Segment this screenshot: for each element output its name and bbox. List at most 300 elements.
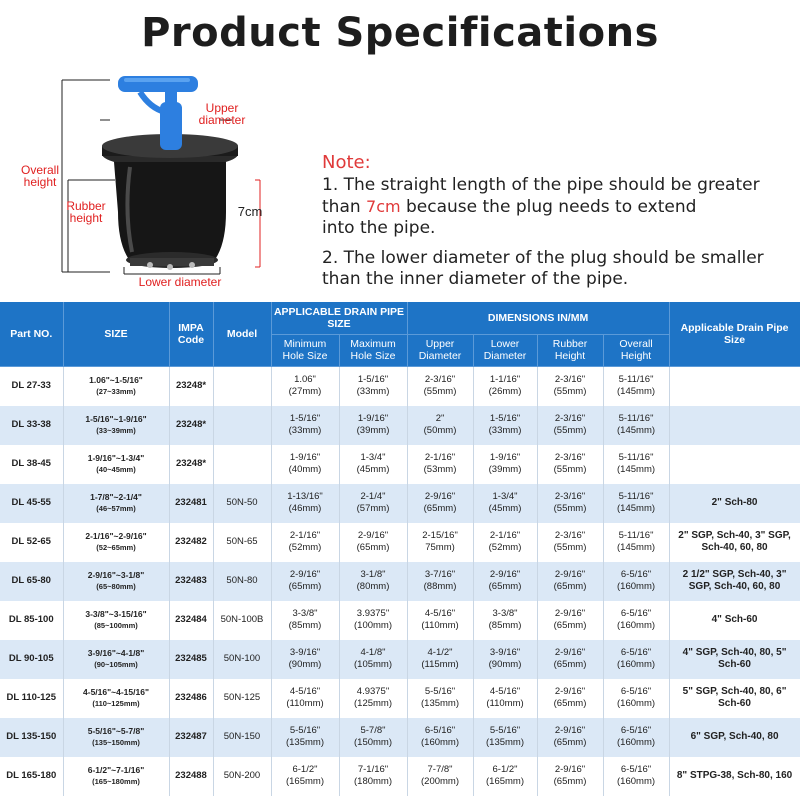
cell-size-size: 5-5/16"~5-7/8" xyxy=(87,726,145,736)
cell-size-size-mm: (27~33mm) xyxy=(96,387,136,396)
cell-rubber-height-rubber: 2-9/16" xyxy=(554,647,586,658)
cell-part-no xyxy=(0,484,63,523)
cell-upper-diameter-upper: 7-7/8" xyxy=(427,764,453,775)
cell-size-size: 1-9/16"~1-3/4" xyxy=(87,453,145,463)
cell-lower-diameter xyxy=(473,640,537,679)
cell-lower-diameter xyxy=(473,757,537,796)
cell-part-no xyxy=(0,601,63,640)
cell-rubber-height xyxy=(537,366,603,406)
cell-lower-diameter-lower: 3-3/8" xyxy=(492,608,518,619)
cell-model xyxy=(213,406,271,445)
page-title: Product Specifications xyxy=(141,10,659,56)
notes-section xyxy=(322,152,792,290)
cell-size-size-mm: (85~100mm) xyxy=(94,621,138,630)
cell-max-hole-max: 4-1/8" xyxy=(360,647,386,658)
table-row xyxy=(0,366,800,406)
table-row xyxy=(0,562,800,601)
cell-min-hole xyxy=(271,445,339,484)
note-heading: Note: xyxy=(322,152,371,173)
cell-part-no xyxy=(0,406,63,445)
cell-size xyxy=(63,562,169,601)
cell-impa xyxy=(169,484,213,523)
header-part-no: Part NO. xyxy=(0,302,63,366)
cell-max-hole xyxy=(339,406,407,445)
cell-model-model: 50N-80 xyxy=(226,575,258,586)
cell-rubber-height-rubber: 2-9/16" xyxy=(554,569,586,580)
cell-model xyxy=(213,718,271,757)
cell-upper-diameter xyxy=(407,601,473,640)
lower-diameter-label: Lower diameter xyxy=(138,275,222,289)
cell-size-size-mm: (33~39mm) xyxy=(96,426,136,435)
cell-lower-diameter-lower: 1-1/16" xyxy=(489,374,521,385)
cell-overall-height-overall-mm: (160mm) xyxy=(617,698,656,709)
cell-size xyxy=(63,718,169,757)
cell-applicable-drain xyxy=(669,640,800,679)
cell-part-no xyxy=(0,366,63,406)
cell-model-model: 50N-65 xyxy=(226,536,258,547)
cell-size-size: 6-1/2"~7-1/16" xyxy=(87,765,145,775)
cell-lower-diameter-lower-mm: (90mm) xyxy=(488,659,522,670)
upper-diameter-label: Upper diameter xyxy=(198,101,246,127)
cell-lower-diameter-lower: 6-1/2" xyxy=(492,764,518,775)
cell-overall-height xyxy=(603,484,669,523)
cell-rubber-height xyxy=(537,718,603,757)
note-2-line-2: than the inner diameter of the pipe. xyxy=(322,269,629,289)
cell-impa-impa: 232488 xyxy=(175,770,207,781)
cell-max-hole-max-mm: (45mm) xyxy=(356,464,390,475)
header-max-hole: Maximum Hole Size xyxy=(339,334,407,366)
cell-impa xyxy=(169,562,213,601)
note-1-text-cont: because the plug needs to extend xyxy=(400,197,697,217)
cell-lower-diameter xyxy=(473,406,537,445)
cell-max-hole-max: 1-9/16" xyxy=(357,413,389,424)
cell-lower-diameter-lower-mm: (135mm) xyxy=(486,737,525,748)
cell-max-hole xyxy=(339,718,407,757)
cell-max-hole-max: 1-5/16" xyxy=(357,374,389,385)
cell-impa-impa: 232481 xyxy=(175,497,207,508)
cell-model xyxy=(213,523,271,562)
cell-model xyxy=(213,679,271,718)
cell-part-no-part: DL 165-180 xyxy=(6,770,57,781)
cell-max-hole-max-mm: (100mm) xyxy=(354,620,393,631)
cell-model-model: 50N-50 xyxy=(226,497,258,508)
cell-rubber-height-rubber: 2-3/16" xyxy=(554,413,586,424)
cell-size-size: 1.06"~1-5/16" xyxy=(89,375,143,385)
cell-part-no-part: DL 33-38 xyxy=(11,419,51,430)
cell-max-hole-max-mm: (180mm) xyxy=(354,776,393,787)
cell-lower-diameter xyxy=(473,523,537,562)
cell-lower-diameter xyxy=(473,601,537,640)
cell-min-hole xyxy=(271,523,339,562)
cell-model-model: 50N-150 xyxy=(223,731,261,742)
cell-min-hole xyxy=(271,757,339,796)
cell-impa xyxy=(169,757,213,796)
cell-max-hole-max: 7-1/16" xyxy=(357,764,389,775)
header-rubber-height: Rubber Height xyxy=(537,334,603,366)
cell-lower-diameter-lower-mm: (110mm) xyxy=(486,698,524,709)
cell-rubber-height-rubber-mm: (65mm) xyxy=(553,737,587,748)
cell-upper-diameter xyxy=(407,757,473,796)
cell-size-size: 1-5/16"~1-9/16" xyxy=(85,414,147,424)
cell-max-hole xyxy=(339,601,407,640)
cell-min-hole-min-mm: (33mm) xyxy=(288,425,322,436)
cell-rubber-height-rubber-mm: (65mm) xyxy=(553,659,587,670)
cell-overall-height-overall: 5-11/16" xyxy=(618,491,654,502)
cell-impa-impa: 23248* xyxy=(175,380,207,391)
header-impa: IMPA Code xyxy=(169,302,213,366)
cell-upper-diameter xyxy=(407,445,473,484)
cell-max-hole-max-mm: (57mm) xyxy=(356,503,390,514)
cell-min-hole xyxy=(271,718,339,757)
cell-max-hole xyxy=(339,679,407,718)
cell-min-hole-min-mm: (27mm) xyxy=(288,386,322,397)
cell-size xyxy=(63,406,169,445)
cell-max-hole-max-mm: (80mm) xyxy=(356,581,390,592)
cell-lower-diameter-lower: 1-9/16" xyxy=(489,452,521,463)
cell-lower-diameter-lower: 1-3/4" xyxy=(492,491,518,502)
cell-overall-height-overall-mm: (160mm) xyxy=(617,659,656,670)
cell-size-size: 2-9/16"~3-1/8" xyxy=(87,570,145,580)
cell-lower-diameter-lower: 2-1/16" xyxy=(489,530,521,541)
cell-part-no xyxy=(0,679,63,718)
cell-part-no-part: DL 90-105 xyxy=(8,653,54,664)
cell-overall-height-overall-mm: (145mm) xyxy=(617,386,656,397)
cell-applicable-drain xyxy=(669,366,800,406)
cell-size-size-mm: (52~65mm) xyxy=(96,543,136,552)
cell-applicable-drain xyxy=(669,445,800,484)
cell-size xyxy=(63,601,169,640)
cell-min-hole xyxy=(271,679,339,718)
cell-min-hole-min: 1.06" xyxy=(294,374,316,385)
cell-size-size-mm: (65~80mm) xyxy=(96,582,136,591)
cell-overall-height xyxy=(603,445,669,484)
cell-max-hole xyxy=(339,640,407,679)
cell-min-hole-min-mm: (110mm) xyxy=(286,698,324,709)
cell-min-hole xyxy=(271,562,339,601)
rubber-height-label: Rubber height xyxy=(66,199,106,225)
product-diagram xyxy=(20,62,300,302)
spec-table-wrapper xyxy=(0,302,800,800)
cell-impa-impa: 232483 xyxy=(175,575,207,586)
cell-impa xyxy=(169,523,213,562)
cell-min-hole-min: 6-1/2" xyxy=(292,764,318,775)
cell-rubber-height xyxy=(537,757,603,796)
cell-size-size-mm: (165~180mm) xyxy=(92,777,140,786)
cell-applicable-drain xyxy=(669,523,800,562)
cell-rubber-height-rubber-mm: (55mm) xyxy=(553,386,587,397)
cell-min-hole-min: 2-1/16" xyxy=(289,530,321,541)
cell-model-model: 50N-125 xyxy=(223,692,261,703)
cell-min-hole-min: 3-3/8" xyxy=(292,608,318,619)
cell-lower-diameter xyxy=(473,484,537,523)
cell-applicable-drain-app: 5" SGP, Sch-40, 80, 6" Sch-60 xyxy=(682,686,787,709)
cell-rubber-height-rubber-mm: (55mm) xyxy=(553,425,587,436)
cell-upper-diameter-upper-mm: (50mm) xyxy=(423,425,457,436)
cell-impa xyxy=(169,445,213,484)
cell-part-no-part: DL 65-80 xyxy=(11,575,51,586)
cell-min-hole-min-mm: (40mm) xyxy=(288,464,322,475)
cell-min-hole xyxy=(271,640,339,679)
cell-rubber-height xyxy=(537,484,603,523)
header-size: SIZE xyxy=(63,302,169,366)
cell-lower-diameter-lower-mm: (45mm) xyxy=(488,503,522,514)
table-row xyxy=(0,523,800,562)
cell-impa-impa: 23248* xyxy=(175,458,207,469)
cell-overall-height xyxy=(603,640,669,679)
cell-model-model: 50N-100 xyxy=(223,653,261,664)
cell-applicable-drain-app: 4" SGP, Sch-40, 80, 5" Sch-60 xyxy=(682,647,787,670)
header-applicable-drain: Applicable Drain Pipe Size xyxy=(669,302,800,366)
cell-part-no xyxy=(0,757,63,796)
cell-rubber-height xyxy=(537,679,603,718)
cell-upper-diameter-upper-mm: (88mm) xyxy=(423,581,457,592)
table-row xyxy=(0,406,800,445)
cell-overall-height-overall-mm: (160mm) xyxy=(617,776,656,787)
cell-upper-diameter xyxy=(407,562,473,601)
cell-overall-height-overall-mm: (145mm) xyxy=(617,503,656,514)
cell-max-hole xyxy=(339,484,407,523)
cell-impa xyxy=(169,601,213,640)
cell-overall-height xyxy=(603,366,669,406)
cell-max-hole-max-mm: (150mm) xyxy=(354,737,393,748)
note-1-text: than xyxy=(322,197,367,217)
cell-model xyxy=(213,601,271,640)
cell-rubber-height xyxy=(537,601,603,640)
cell-rubber-height-rubber: 2-9/16" xyxy=(554,725,586,736)
cell-min-hole xyxy=(271,406,339,445)
header-model: Model xyxy=(213,302,271,366)
cell-min-hole-min: 1-9/16" xyxy=(289,452,321,463)
cell-overall-height-overall-mm: (145mm) xyxy=(617,464,656,475)
cell-model xyxy=(213,445,271,484)
cell-upper-diameter-upper: 4-1/2" xyxy=(427,647,453,658)
cell-size xyxy=(63,679,169,718)
cell-upper-diameter-upper: 2" xyxy=(435,413,445,424)
cell-upper-diameter-upper: 5-5/16" xyxy=(424,686,456,697)
cell-part-no xyxy=(0,523,63,562)
cell-upper-diameter-upper: 4-5/16" xyxy=(424,608,456,619)
length-7cm-label: 7cm xyxy=(237,204,263,219)
note-1-line-3: into the pipe. xyxy=(322,218,436,238)
cell-upper-diameter-upper: 2-9/16" xyxy=(424,491,456,502)
cell-size xyxy=(63,366,169,406)
cell-size-size: 2-1/16"~2-9/16" xyxy=(85,531,147,541)
cell-applicable-drain xyxy=(669,679,800,718)
cell-applicable-drain xyxy=(669,406,800,445)
cell-rubber-height-rubber-mm: (55mm) xyxy=(553,542,587,553)
cell-rubber-height-rubber-mm: (65mm) xyxy=(553,620,587,631)
cell-lower-diameter-lower-mm: (33mm) xyxy=(488,425,522,436)
cell-size-size-mm: (90~105mm) xyxy=(94,660,138,669)
note-1-line-1: 1. The straight length of the pipe should be greater xyxy=(322,175,760,195)
cell-overall-height-overall-mm: (160mm) xyxy=(617,581,656,592)
cell-size xyxy=(63,445,169,484)
cell-min-hole xyxy=(271,484,339,523)
cell-overall-height-overall: 6-5/16" xyxy=(620,725,652,736)
cell-impa xyxy=(169,366,213,406)
cell-impa-impa: 23248* xyxy=(175,419,207,430)
cell-upper-diameter-upper-mm: (110mm) xyxy=(421,620,459,631)
cell-min-hole-min-mm: (85mm) xyxy=(288,620,322,631)
cell-max-hole-max: 3.9375" xyxy=(356,608,390,619)
cell-lower-diameter xyxy=(473,679,537,718)
cell-size-size-mm: (135~150mm) xyxy=(92,738,140,747)
header-applicable-group: APPLICABLE DRAIN PIPE SIZE xyxy=(271,302,407,334)
cell-max-hole-max: 2-1/4" xyxy=(360,491,386,502)
cell-part-no xyxy=(0,640,63,679)
cell-size-size: 1-7/8"~2-1/4" xyxy=(90,492,142,502)
cell-impa-impa: 232487 xyxy=(175,731,207,742)
cell-overall-height-overall: 6-5/16" xyxy=(620,764,652,775)
cell-rubber-height-rubber-mm: (55mm) xyxy=(553,503,587,514)
cell-rubber-height-rubber: 2-3/16" xyxy=(554,491,586,502)
cell-part-no-part: DL 135-150 xyxy=(6,731,57,742)
cell-model xyxy=(213,757,271,796)
cell-max-hole-max-mm: (105mm) xyxy=(354,659,393,670)
cell-impa xyxy=(169,640,213,679)
header-upper-diameter: Upper Diameter xyxy=(407,334,473,366)
header-dimensions-group: DIMENSIONS IN/MM xyxy=(407,302,669,334)
cell-rubber-height xyxy=(537,562,603,601)
cell-overall-height-overall: 5-11/16" xyxy=(618,452,654,463)
cell-max-hole-max-mm: (39mm) xyxy=(356,425,390,436)
cell-max-hole-max-mm: (125mm) xyxy=(354,698,393,709)
cell-upper-diameter xyxy=(407,484,473,523)
cell-min-hole-min: 1-5/16" xyxy=(289,413,321,424)
cell-rubber-height-rubber-mm: (55mm) xyxy=(553,464,587,475)
cell-size-size: 3-3/8"~3-15/16" xyxy=(85,609,147,619)
cell-max-hole xyxy=(339,445,407,484)
cell-size xyxy=(63,484,169,523)
cell-overall-height xyxy=(603,757,669,796)
table-row xyxy=(0,484,800,523)
cell-upper-diameter-upper: 3-7/16" xyxy=(424,569,456,580)
cell-part-no-part: DL 85-100 xyxy=(8,614,54,625)
cell-max-hole xyxy=(339,757,407,796)
cell-applicable-drain-app: 2 1/2" SGP, Sch-40, 3" SGP, Sch-40, 60, 80 xyxy=(682,569,787,592)
cell-applicable-drain-app: 2" Sch-80 xyxy=(711,497,758,508)
cell-rubber-height-rubber-mm: (65mm) xyxy=(553,698,587,709)
header-overall-height: Overall Height xyxy=(603,334,669,366)
note-2-line-1: 2. The lower diameter of the plug should be smaller xyxy=(322,248,764,268)
cell-impa-impa: 232482 xyxy=(175,536,207,547)
cell-size xyxy=(63,757,169,796)
cell-applicable-drain xyxy=(669,484,800,523)
cell-upper-diameter-upper-mm: (115mm) xyxy=(421,659,459,670)
cell-part-no-part: DL 110-125 xyxy=(6,692,56,703)
table-row xyxy=(0,445,800,484)
cell-min-hole-min: 1-13/16" xyxy=(287,491,323,502)
cell-overall-height xyxy=(603,601,669,640)
cell-overall-height xyxy=(603,718,669,757)
cell-lower-diameter-lower-mm: (39mm) xyxy=(488,464,522,475)
cell-rubber-height-rubber: 2-3/16" xyxy=(554,452,586,463)
cell-upper-diameter-upper: 2-3/16" xyxy=(424,374,456,385)
cell-rubber-height-rubber: 2-9/16" xyxy=(554,686,586,697)
cell-rubber-height-rubber-mm: (65mm) xyxy=(553,776,587,787)
cell-max-hole xyxy=(339,523,407,562)
cell-size-size: 3-9/16"~4-1/8" xyxy=(87,648,145,658)
cell-impa-impa: 232486 xyxy=(175,692,207,703)
cell-model xyxy=(213,640,271,679)
cell-overall-height xyxy=(603,562,669,601)
cell-impa xyxy=(169,718,213,757)
cell-size xyxy=(63,523,169,562)
cell-overall-height-overall-mm: (145mm) xyxy=(617,425,656,436)
cell-size-size: 4-5/16"~4-15/16" xyxy=(83,687,149,697)
cell-lower-diameter-lower: 5-5/16" xyxy=(489,725,521,736)
cell-max-hole-max-mm: (65mm) xyxy=(356,542,390,553)
cell-model xyxy=(213,366,271,406)
cell-lower-diameter-lower-mm: (52mm) xyxy=(488,542,522,553)
overall-height-label: Overall height xyxy=(20,163,59,189)
cell-overall-height-overall: 6-5/16" xyxy=(620,686,652,697)
cell-upper-diameter-upper-mm: (65mm) xyxy=(423,503,457,514)
cell-rubber-height-rubber: 2-3/16" xyxy=(554,374,586,385)
cell-lower-diameter xyxy=(473,366,537,406)
cell-part-no xyxy=(0,445,63,484)
cell-overall-height-overall: 5-11/16" xyxy=(618,530,654,541)
cell-size-size-mm: (46~57mm) xyxy=(96,504,136,513)
cell-overall-height xyxy=(603,523,669,562)
cell-model xyxy=(213,484,271,523)
cell-impa xyxy=(169,406,213,445)
cell-applicable-drain xyxy=(669,601,800,640)
cell-overall-height-overall: 6-5/16" xyxy=(620,569,652,580)
cell-upper-diameter xyxy=(407,406,473,445)
cell-model-model: 50N-200 xyxy=(223,770,261,781)
cell-rubber-height xyxy=(537,640,603,679)
cell-overall-height-overall-mm: (160mm) xyxy=(617,620,656,631)
cell-overall-height-overall-mm: (145mm) xyxy=(617,542,656,553)
table-row xyxy=(0,601,800,640)
cell-lower-diameter-lower: 3-9/16" xyxy=(489,647,521,658)
cell-upper-diameter xyxy=(407,523,473,562)
cell-lower-diameter xyxy=(473,718,537,757)
cell-part-no xyxy=(0,718,63,757)
cell-overall-height xyxy=(603,679,669,718)
table-row xyxy=(0,640,800,679)
cell-overall-height xyxy=(603,406,669,445)
cell-size xyxy=(63,640,169,679)
cell-lower-diameter-lower: 4-5/16" xyxy=(489,686,521,697)
cell-min-hole xyxy=(271,366,339,406)
cell-lower-diameter-lower-mm: (85mm) xyxy=(488,620,522,631)
cell-lower-diameter-lower: 2-9/16" xyxy=(489,569,521,580)
cell-min-hole-min-mm: (46mm) xyxy=(288,503,322,514)
cell-impa-impa: 232485 xyxy=(175,653,207,664)
table-row xyxy=(0,679,800,718)
cell-upper-diameter-upper: 2-1/16" xyxy=(424,452,456,463)
cell-rubber-height xyxy=(537,523,603,562)
cell-applicable-drain-app: 8" STPG-38, Sch-80, 160 xyxy=(676,770,793,781)
cell-max-hole-max: 4.9375" xyxy=(356,686,390,697)
cell-min-hole-min: 5-5/16" xyxy=(289,725,321,736)
cell-rubber-height-rubber-mm: (65mm) xyxy=(553,581,587,592)
cell-upper-diameter xyxy=(407,679,473,718)
cell-rubber-height-rubber: 2-9/16" xyxy=(554,764,586,775)
cell-min-hole-min-mm: (65mm) xyxy=(288,581,322,592)
cell-lower-diameter xyxy=(473,562,537,601)
cell-overall-height-overall: 5-11/16" xyxy=(618,374,654,385)
cell-upper-diameter-upper-mm: 75mm) xyxy=(425,542,455,553)
spec-table xyxy=(0,302,800,796)
cell-overall-height-overall-mm: (160mm) xyxy=(617,737,656,748)
cell-part-no-part: DL 45-55 xyxy=(11,497,51,508)
cell-rubber-height xyxy=(537,445,603,484)
cell-max-hole-max: 1-3/4" xyxy=(360,452,386,463)
cell-impa-impa: 232484 xyxy=(175,614,207,625)
